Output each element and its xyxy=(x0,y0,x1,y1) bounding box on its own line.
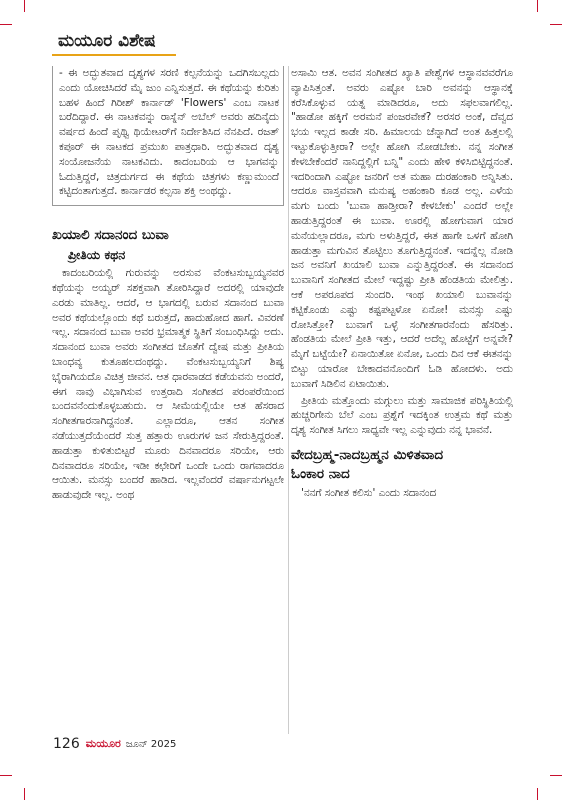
left-subheading xyxy=(52,226,284,264)
article-paragraph: ಪ್ರೀತಿಯ ಮತ್ತೊಂದು ಮಗ್ಗುಲು ಮತ್ತು ಸಾಮಾಜಿಕ ಪರಿಸ್ಥಿತಿಯಲ್ಲಿ ಹುಚ್ಚರಿಗೇನು ಬೆಲೆ ಎಂಬ ಪ್ರಶ್ನೆಗೆ ಇದಕ್ಕಿಂತ ಉತ್ತಮ ಕಥೆ ಮತ್ತು ದೃಶ್ಯ ಸಂಗೀತ ಸಿಗಲು ಸಾಧ್ಯವೇ ಇಲ್ಲ ಎನ್ನುವುದು ನನ್ನ ಭಾವನೆ. xyxy=(291,394,513,437)
section-title-rule xyxy=(52,54,176,56)
page-footer xyxy=(53,733,176,755)
right-subheading-line2: ಓಂಕಾರ ನಾದ xyxy=(291,465,350,482)
crop-mark xyxy=(550,775,562,776)
right-subheading-line1: ವೇದಬ್ರಹ್ಮ-ನಾದಬ್ರಹ್ಮನ ಮಿಳಿತವಾದ xyxy=(291,446,444,463)
continued-box xyxy=(52,66,284,206)
right-column xyxy=(291,66,513,503)
crop-mark xyxy=(0,24,12,25)
left-column xyxy=(52,66,284,505)
article-paragraph: ಅಸಾಮಿ ಆತ. ಅವನ ಸಂಗೀತದ ಖ್ಯಾತಿ ಪೇಶ್ವೆಗಳ ಆಸ್ಥಾನವವರೆಗೂ ವ್ಯಾಪಿಸಿತ್ತಂತೆ. ಅವರು ಎಷ್ಟೋ ಬಾರಿ ಅವನನ್ನು ಆಸ್ಥಾನಕ್ಕೆ ಕರೆಸಿಕೊಳ್ಳುವ ಯತ್ನ ಮಾಡಿದರೂ, ಅದು ಸಫಲವಾಗಲಿಲ್ಲ. "ಹಾಡೋ ಹಕ್ಕಿಗೆ ಅರಮನೆ ಪಂಜರವೇಕೆ? ಅರಸರ ಅಂಕೆ, ದೆವ್ವದ ಭಯ ಇಲ್ಲದ ಕಾಡೇ ಸರಿ. ಹಿಮಾಲಯ ಚೆನ್ನಾಗಿದೆ ಅಂತ ಹಿತ್ತಲಲ್ಲಿ ಇಟ್ಟುಕೊಳ್ಳುತ್ತೀರಾ? ಅಲ್ಲೇ ಹೋಗಿ ನೋಡಬೇಕು. ನನ್ನ ಸಂಗೀತ ಕೇಳಬೇಕೆಂದರೆ ನಾನಿದ್ದಲ್ಲಿಗೆ ಬನ್ನಿ" ಎಂದು ಹೇಳಿ ಕಳಿಸಿಬಿಟ್ಟಿದ್ದನಂತೆ. ಇದರಿಂದಾಗಿ ಎಷ್ಟೋ ಜನರಿಗೆ ಅತ ಮಹಾ ದುರಹಂಕಾರಿ ಅನ್ನಿಸಿತು. ಆದರೂ ವಾಸ್ತವವಾಗಿ ಮನುಷ್ಯ ಅಹಂಕಾರಿ ಕೂಡ ಅಲ್ಲ. ಎಳೆಯ ಮಗು ಬಂದು 'ಬುವಾ ಹಾಡ್ತೀರಾ? ಕೇಳಬೇಕು' ಎಂದರೆ ಅಲ್ಲೇ ಹಾಡುತ್ತಿದ್ದರಂತೆ ಈ ಬುವಾ. ಊರಲ್ಲಿ ಹೋಗುವಾಗ ಯಾರ ಮನೆಯಲ್ಲಾದರೂ, ಮಗು ಅಳುತ್ತಿದ್ದರೆ, ಈತ ಹಾಗೇ ಒಳಗೆ ಹೋಗಿ ಹಾಡುತ್ತಾ ಮಗುವಿನ ತೊಟ್ಟಿಲು ತೂಗುತ್ತಿದ್ದನಂತೆ. ಇದನ್ನೆಲ್ಲ ನೋಡಿ ಜನ ಅವನಿಗೆ ಖಯಾಲಿ ಬುವಾ ಎನ್ನುತ್ತಿದ್ದರಂತೆ. ಈ ಸದಾನಂದ ಬುವಾನಿಗೆ ಸಂಗೀತದ ಮೇಲೆ ಇದ್ದಷ್ಟು ಪ್ರೀತಿ ಹೆಂಡತಿಯ ಮೇಲಿತ್ತು. ಆಕೆ ಅಪರೂಪದ ಸುಂದರಿ. ಇಂಥ ಖಯಾಲಿ ಬುವಾನನ್ನು ಕಟ್ಟಿಕೊಂಡು ಎಷ್ಟು ಕಷ್ಟಪಟ್ಟಳೋ ಏನೋ! ಮನಸ್ಸು ಎಷ್ಟು ರೋಸಿತ್ತೋ? ಬುವಾಗೆ ಒಳ್ಳೆ ಸಂಗೀತಗಾರನೆಂದು ಹೆಸರಿತ್ತು. ಹೆಂಡತಿಯ ಮೇಲೆ ಪ್ರೀತಿ ಇತ್ತು, ಆದರೆ ಅದೆಲ್ಲ ಹೊಟ್ಟೆಗೆ ಅನ್ನವೇ? ಮೈಗೆ ಬಟ್ಟೆಯೇ? ಏನಾಯಿತೋ ಏನೋ, ಒಂದು ದಿನ ಆಕೆ ಈತನನ್ನು ಬಿಟ್ಟು ಯಾರೋ ಬೇಕಾದವನೊಂದಿಗೆ ಓಡಿ ಹೋದಳು. ಅದು ಬುವಾಗೆ ಸಿಡಿಲಿನ ಏಟಾಯಿತು. xyxy=(291,67,513,390)
box-paragraph: - ಈ ಅದ್ಭುತವಾದ ದೃಶ್ಯಗಳ ಸರಣಿ ಕಲ್ಪನೆಯನ್ನು ಒದಗಿಸಬಲ್ಲದು ಎಂದು ಯೋಚಿಸಿದರೆ ಮೈ ಜುಂ ಎನ್ನಿಸುತ್ತದೆ. ಈ ಕಥೆಯನ್ನು ಕುರಿತು ಬಹಳ ಹಿಂದೆ ಗಿರೀಶ್ ಕಾರ್ನಾಡ್ 'Flowers' ಎಂಬ ನಾಟಕ ಬರೆದಿದ್ದಾರೆ. ಈ ನಾಟಕವನ್ನು ರಾಸ್ನೆನ್ ಅಬೆಲ್ ಅವರು ಹದಿನೈದು ವರ್ಷದ ಹಿಂದೆ ಪೃಥ್ವಿ ಥಿಯೇಟರ್‌ಗೆ ನಿರ್ದೇಶಿಸಿದ ನೆನಪಿದೆ. ರಜತ್ ಕಪೂರ್ ಈ ನಾಟಕದ ಪ್ರಮುಖ ಪಾತ್ರಧಾರಿ. ಅದ್ಭುತವಾದ ದೃಶ್ಯ ಸಂಯೋಜನೆಯ ನಾಟಕವಿದು. ಕಾದಂಬರಿಯ ಆ ಭಾಗವನ್ನು ಓದುತ್ತಿದ್ದರೆ, ಚಿತ್ರದುರ್ಗದ ಈ ಕಥೆಯ ಚಿತ್ರಗಳು ಕಣ್ಣುಮುಂದೆ ಕಟ್ಟಿದಂತಾಗುತ್ತದೆ. ಕಾರ್ನಾಡರ ಕಲ್ಪನಾ ಶಕ್ತಿ ಅಂಥದ್ದು. xyxy=(59,67,279,198)
crop-mark xyxy=(24,0,25,12)
article-paragraph: ಕಾದಂಬರಿಯಲ್ಲಿ ಗುರುವನ್ನು ಅರಸುವ ವೆಂಕಟಸುಬ್ಬಯ್ಯನವರ ಕಥೆಯನ್ನು ಅಯ್ಯರ್ ಸಶಕ್ತವಾಗಿ ತೋರಿಸಿದ್ದಾರೆ ಅದರಲ್ಲಿ ಯಾವುದೇ ಎರಡು ಮಾತಿಲ್ಲ. ಆದರೆ, ಆ ಭಾಗದಲ್ಲಿ ಬರುವ ಸದಾನಂದ ಬುವಾ ಅವರ ಕಥೆಯಲ್ಲೊಂದು ಕಥೆ ಬರುತ್ತದೆ, ಹಾದುಹೋದ ಹಾಗೆ. ವಿವರಣೆ ಇಲ್ಲ. ಸದಾನಂದ ಬುವಾ ಅವರ ಭ್ರಮಾತ್ಮಕ ಸ್ಥಿತಿಗೆ ಸಂಬಂಧಿಸಿದ್ದು ಅದು. ಸದಾನಂದ ಬುವಾ ಅವರು ಸಂಗೀತದ ಜೊತೆಗೆ ದ್ವೇಷ ಮತ್ತು ಪ್ರೀತಿಯ ಬಾಂಧವ್ಯ ಕುತೂಹಲದಂಥದ್ದು. ವೆಂಕಟಸುಬ್ಬಯ್ಯನಿಗೆ ಶಿಷ್ಯ ಭೈರಾಗಿಯದೊ ವಿಚಿತ್ರ ಜೀವನ. ಆತ ಧಾರವಾಡದ ಕಡೆಯವನು ಅಂದರೆ, ಈಗ ನಾವು ವಿಭಾಗಿಸುವ ಉತ್ತರಾದಿ ಸಂಗೀತದ ಪರಂಪರೆಯಿಂದ ಬಂದವನೆಂದುಕೊಳ್ಳಬಹುದು. ಆ ಸೀಮೆಯಲ್ಲಿಯೇ ಆತ ಹೆಸರಾದ ಸಂಗೀತಗಾರನಾಗಿದ್ದನಂತೆ. ಎಲ್ಲಾದರೂ, ಆತನ ಸಂಗೀತ ನಡೆಯುತ್ತದೆಯೆಂದರೆ ಸುತ್ತ ಹತ್ತಾರು ಊರುಗಳ ಜನ ಸೇರುತ್ತಿದ್ದರಂತೆ. ಹಾಡುತ್ತಾ ಕುಳಿತುಬಿಟ್ಟರೆ ಮೂರು ದಿನವಾದರೂ ಸರಿಯೇ, ಆರು ದಿನವಾದರೂ ಸರಿಯೇ, ಇಡೀ ಕಛೇರಿಗೆ ಒಂದೇ ಒಂದು ರಾಗವಾದರೂ ಆಯಿತು. ಮನಸ್ಸು ಬಂದರೆ ಹಾಡಿದ. ಇಲ್ಲವೆಂದರೆ ವರ್ಷಾನುಗಟ್ಟಲೇ ಹಾಡುವುದೇ ಇಲ್ಲ. ಅಂಥ xyxy=(52,267,284,502)
section-header xyxy=(52,30,180,56)
magazine-logo: ಮಯೂರ xyxy=(85,737,121,750)
left-subheading-line1: ಖಯಾಲಿ ಸದಾನಂದ ಬುವಾ xyxy=(52,227,169,244)
crop-mark xyxy=(537,0,538,12)
section-title: ಮಯೂರ ವಿಶೇಷ xyxy=(58,31,156,51)
crop-mark xyxy=(24,788,25,800)
issue-date: ಜೂನ್ 2025 xyxy=(125,738,177,750)
right-subheading xyxy=(291,446,513,484)
column-divider xyxy=(288,66,289,734)
page-number: 126 xyxy=(53,736,80,752)
crop-mark xyxy=(537,788,538,800)
crop-mark xyxy=(550,24,562,25)
article-paragraph: 'ನನಗೆ ಸಂಗೀತ ಕಲಿಸು' ಎಂದು ಸದಾನಂದ xyxy=(301,486,437,499)
left-subheading-line2: ಪ್ರೀತಿಯ ಕಥನ xyxy=(68,247,126,263)
crop-mark xyxy=(0,775,12,776)
